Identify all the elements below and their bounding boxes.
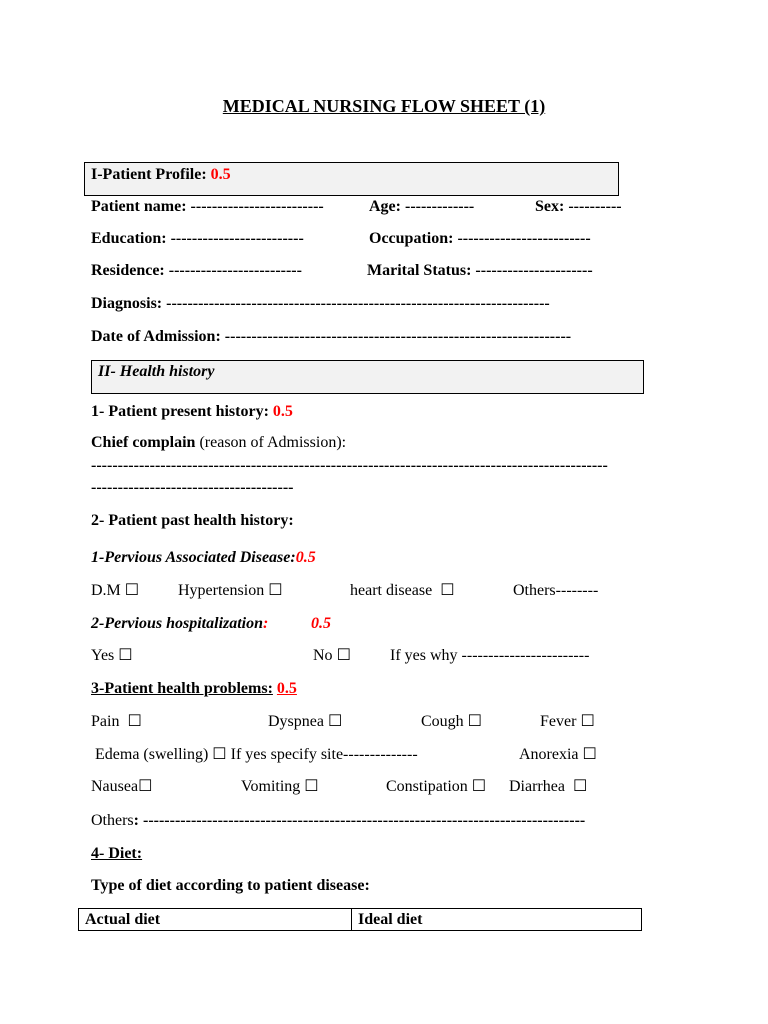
health-history-header	[91, 360, 644, 394]
patient-profile-header	[84, 162, 619, 196]
other-problems-field[interactable]: Others: -----------------------------------------------------------------------------------	[91, 812, 586, 829]
sex-field[interactable]: Sex: ----------	[535, 198, 622, 215]
checkbox-icon[interactable]: ☐	[467, 713, 483, 730]
present-history-label: 1- Patient present history: 0.5	[91, 403, 293, 420]
diet-table	[78, 908, 642, 931]
hospitalization-yes-option[interactable]: Yes ☐	[91, 647, 133, 664]
past-history-label: 2- Patient past health history:	[91, 512, 294, 529]
dm-option[interactable]: D.M ☐	[91, 582, 140, 599]
ideal-diet-header: Ideal diet	[352, 909, 642, 931]
checkbox-icon[interactable]: ☐	[580, 713, 595, 730]
score-value: 0.5	[210, 166, 231, 183]
checkbox-icon[interactable]: ☐	[471, 778, 487, 795]
marital-status-field[interactable]: Marital Status: ----------------------	[367, 262, 593, 279]
hospitalization-label: 2-Pervious hospitalization:	[91, 615, 269, 632]
patient-name-field[interactable]: Patient name: -------------------------	[91, 198, 324, 215]
pain-option[interactable]: Pain ☐	[91, 713, 142, 730]
age-field[interactable]: Age: -------------	[369, 198, 475, 215]
score-value: 0.5	[295, 549, 316, 566]
checkbox-icon[interactable]: ☐	[336, 647, 351, 664]
score-value: 0.5	[276, 680, 297, 697]
diet-label: 4- Diet:	[91, 845, 143, 862]
fever-option[interactable]: Fever ☐	[540, 713, 595, 730]
chief-complain-line[interactable]: --------------------------------------	[91, 479, 294, 496]
edema-site-field[interactable]: If yes specify site--------------	[230, 746, 418, 763]
checkbox-icon[interactable]: ☐	[118, 647, 133, 664]
score-value: 0.5	[272, 403, 293, 420]
actual-diet-header: Actual diet	[79, 909, 352, 931]
checkbox-icon[interactable]: ☐	[582, 746, 597, 763]
diet-type-label: Type of diet according to patient disease:	[91, 877, 370, 894]
checkbox-icon[interactable]: ☐	[124, 582, 140, 599]
page-title: MEDICAL NURSING FLOW SHEET (1)	[222, 96, 546, 116]
checkbox-icon[interactable]: ☐	[304, 778, 319, 795]
education-field[interactable]: Education: -------------------------	[91, 230, 304, 247]
score-value: 0.5	[311, 615, 331, 632]
anorexia-option[interactable]: Anorexia ☐	[519, 746, 597, 763]
heart-disease-option[interactable]: heart disease ☐	[350, 582, 455, 599]
health-problems-label: 3-Patient health problems: 0.5	[91, 680, 297, 697]
cough-option[interactable]: Cough ☐	[421, 713, 483, 730]
checkbox-icon[interactable]: ☐	[212, 746, 227, 763]
associated-disease-label: 1-Pervious Associated Disease:0.5	[91, 549, 316, 566]
hospitalization-reason-field[interactable]: If yes why ------------------------	[390, 647, 590, 664]
constipation-option[interactable]: Constipation ☐	[386, 778, 487, 795]
health-history-label: II- Health history	[98, 363, 215, 380]
checkbox-icon[interactable]: ☐	[327, 713, 343, 730]
checkbox-icon[interactable]: ☐	[440, 582, 455, 599]
chief-complain-label: Chief complain (reason of Admission):	[91, 434, 347, 451]
diagnosis-field[interactable]: Diagnosis: ------------------------------------------------------------------------	[91, 295, 550, 312]
vomiting-option[interactable]: Vomiting ☐	[241, 778, 319, 795]
occupation-field[interactable]: Occupation: -------------------------	[369, 230, 591, 247]
checkbox-icon[interactable]: ☐	[127, 713, 142, 730]
edema-option[interactable]: Edema (swelling) ☐ If yes specify site--------------	[95, 746, 418, 763]
hypertension-option[interactable]: Hypertension ☐	[178, 582, 283, 599]
nausea-option[interactable]: Nausea☐	[91, 778, 153, 795]
patient-profile-label: I-Patient Profile: 0.5	[91, 166, 231, 183]
diarrhea-option[interactable]: Diarrhea ☐	[509, 778, 588, 795]
hospitalization-no-option[interactable]: No ☐	[313, 647, 351, 664]
table-row	[79, 909, 642, 931]
checkbox-icon[interactable]: ☐	[138, 778, 153, 795]
date-of-admission-field[interactable]: Date of Admission: -----------------------------------------------------------------	[91, 328, 572, 345]
checkbox-icon[interactable]: ☐	[268, 582, 283, 599]
checkbox-icon[interactable]: ☐	[572, 778, 588, 795]
other-diseases-field[interactable]: Others--------	[513, 582, 599, 599]
dyspnea-option[interactable]: Dyspnea ☐	[268, 713, 343, 730]
residence-field[interactable]: Residence: -------------------------	[91, 262, 302, 279]
chief-complain-line[interactable]: -------------------------------------------------------------------------------------------------	[91, 457, 608, 474]
